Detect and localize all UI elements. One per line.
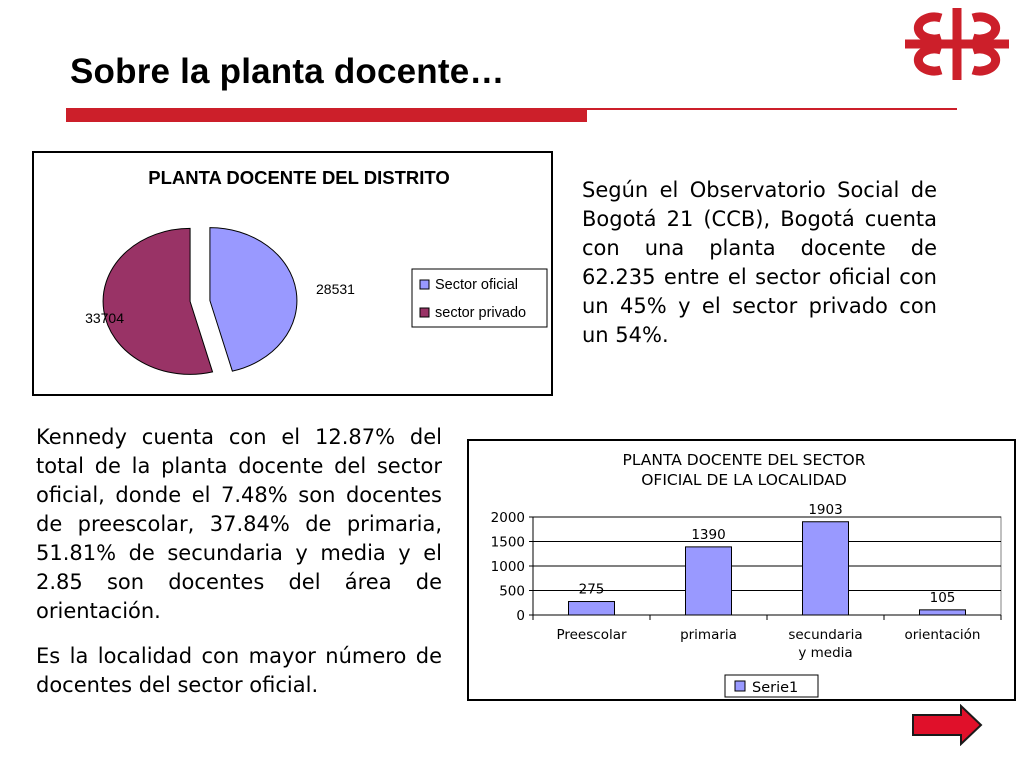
bar-ytick-label: 1000 [490, 559, 525, 575]
title-underline-line [587, 108, 957, 110]
bar-data-label: 1390 [691, 526, 726, 543]
bar-1 [686, 547, 732, 615]
bar-data-label: 105 [929, 589, 956, 606]
pie-legend [412, 269, 547, 327]
title-underline-bar [66, 108, 587, 122]
bar-3 [920, 610, 966, 615]
bar-title-line: PLANTA DOCENTE DEL SECTOR [622, 451, 866, 469]
bar-category-label: y media [798, 645, 853, 661]
bar-category-label: primaria [680, 627, 737, 643]
bar-title-line: OFICIAL DE LA LOCALIDAD [641, 471, 847, 489]
bar-category-label: orientación [904, 627, 981, 643]
pie-chart-svg [34, 153, 551, 394]
ccb-logo [893, 6, 1021, 82]
pie-chart-district [32, 151, 553, 396]
pie-title: PLANTA DOCENTE DEL DISTRITO [148, 167, 450, 188]
pie-legend-swatch [420, 308, 429, 317]
pie-legend-label: sector privado [435, 305, 527, 321]
bar-0 [569, 602, 615, 615]
bar-ytick-label: 2000 [490, 510, 525, 526]
bar-data-label: 275 [578, 581, 605, 598]
pie-data-label: 33704 [85, 310, 124, 326]
pie-legend-label: Sector oficial [435, 277, 519, 293]
pie-data-label: 28531 [316, 281, 355, 297]
bar-chart-svg [469, 441, 1014, 699]
bar-2 [803, 522, 849, 615]
paragraph-observatorio: Según el Observatorio Social de Bogotá 21 (CCB), Bogotá cuenta con una planta docente de 62.235 entre el sector oficial con un 45% y el sector privado con un 54%. [582, 178, 937, 347]
bar-ytick-label: 0 [516, 608, 525, 624]
bar-legend-swatch [735, 681, 745, 691]
pie-slice-oficial [210, 228, 297, 372]
bar-ytick-label: 1500 [490, 534, 525, 551]
bar-category-label: Preescolar [556, 627, 627, 643]
pie-legend-swatch [420, 280, 429, 289]
bar-data-label: 1903 [808, 501, 843, 518]
bar-chart-localidad [467, 439, 1016, 701]
paragraph-localidad: Es la localidad con mayor número de docentes del sector oficial. [36, 644, 442, 697]
bar-legend [725, 675, 818, 697]
next-arrow-icon[interactable] [909, 704, 985, 746]
paragraph-kennedy: Kennedy cuenta con el 12.87% del total de la planta docente del sector oficial, donde el 7.48% son docentes de preescolar, 37.84% de primaria, 51.81% de secundaria y media y el 2.85 son docentes del área de orientación. [36, 425, 442, 623]
bar-ytick-label: 500 [499, 583, 525, 600]
slide-title: Sobre la planta docente… [70, 52, 505, 91]
pie-slice-privado [103, 228, 212, 374]
bar-legend-label: Serie1 [752, 680, 799, 696]
bar-category-label: secundaria [788, 627, 863, 643]
